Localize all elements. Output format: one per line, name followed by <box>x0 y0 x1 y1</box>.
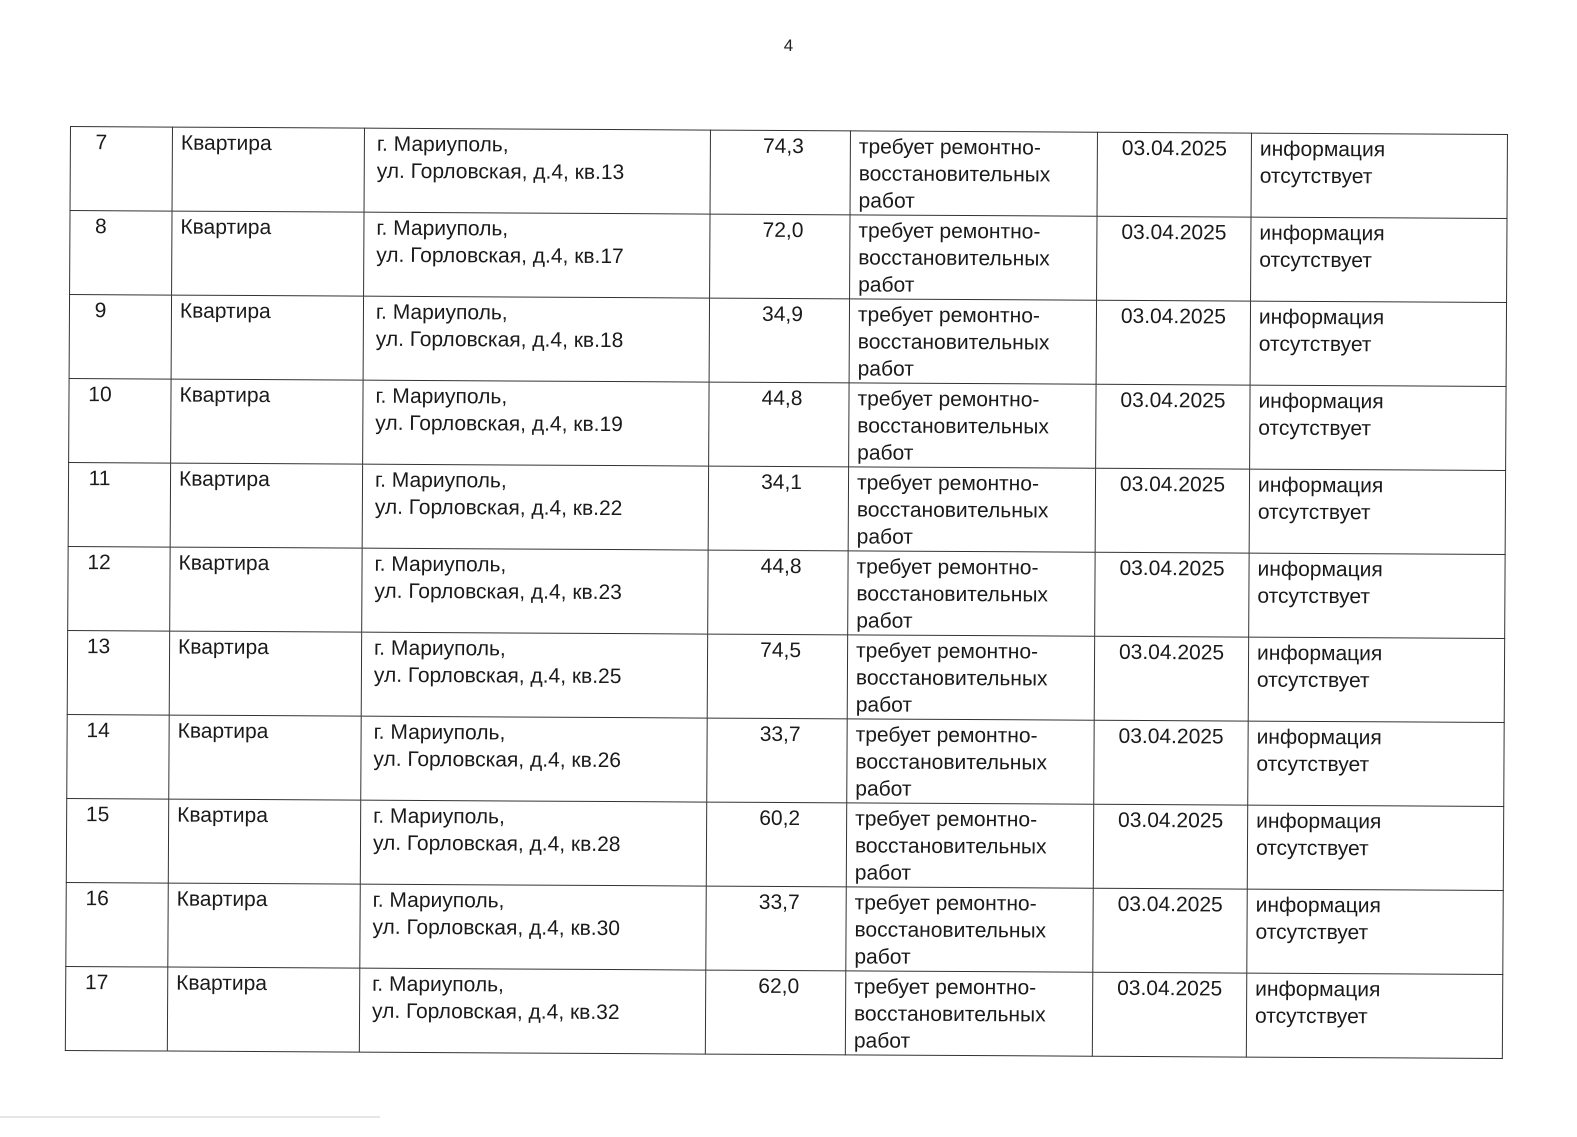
property-type-cell <box>169 715 361 800</box>
condition-text: требует ремонтно- восстановительных работ <box>858 135 1051 213</box>
address-cell <box>362 464 708 550</box>
area-value: 34,9 <box>762 302 804 327</box>
property-type: Квартира <box>180 131 272 156</box>
area-value: 74,5 <box>760 638 802 663</box>
row-number-cell <box>66 882 168 967</box>
property-type-cell <box>172 127 364 212</box>
table-row <box>70 127 1507 219</box>
date-cell <box>1093 888 1247 973</box>
condition-text: требует ремонтно- восстановительных работ <box>855 723 1048 801</box>
address-city: г. Мариуполь, <box>375 300 508 325</box>
info-text: информация отсутствует <box>1256 641 1383 693</box>
info-text: информация отсутствует <box>1258 305 1385 357</box>
condition-cell <box>847 719 1094 804</box>
address-street: ул. Горловская, д.4, кв.19 <box>375 411 623 437</box>
area-value: 33,7 <box>758 890 800 915</box>
row-number-cell <box>70 211 172 296</box>
inspection-date: 03.04.2025 <box>1120 388 1226 413</box>
table-row <box>65 966 1502 1058</box>
row-number-cell <box>66 798 168 883</box>
info-cell <box>1251 217 1507 302</box>
address-street: ул. Горловская, д.4, кв.23 <box>374 579 622 605</box>
info-cell <box>1249 553 1505 638</box>
inspection-date: 03.04.2025 <box>1120 304 1227 329</box>
condition-text: требует ремонтно- восстановительных работ <box>857 387 1049 465</box>
condition-cell <box>846 803 1093 888</box>
area-cell <box>707 718 847 803</box>
address-cell <box>362 548 708 634</box>
property-table-container <box>65 126 1508 1059</box>
info-text: информация отсутствует <box>1255 893 1381 945</box>
inspection-date: 03.04.2025 <box>1117 892 1223 917</box>
address-street: ул. Горловская, д.4, кв.18 <box>375 327 624 353</box>
address-cell <box>363 380 709 466</box>
property-type-cell <box>170 463 362 548</box>
date-cell <box>1096 300 1250 385</box>
area-cell <box>709 298 849 383</box>
row-number-cell <box>70 127 172 212</box>
condition-text: требует ремонтно- восстановительных работ <box>854 807 1047 885</box>
condition-cell <box>849 299 1096 384</box>
property-table-body <box>65 127 1507 1059</box>
address-city: г. Мариуполь, <box>373 804 505 829</box>
inspection-date: 03.04.2025 <box>1118 724 1224 749</box>
area-cell <box>710 130 850 215</box>
scan-artifact-line <box>0 1116 380 1118</box>
area-cell <box>706 802 846 887</box>
condition-text: требует ремонтно- восстановительных работ <box>857 303 1050 381</box>
property-type-cell <box>167 967 359 1052</box>
row-number-cell <box>67 714 169 799</box>
table-row <box>67 630 1504 722</box>
row-number: 17 <box>84 971 109 995</box>
address-cell <box>364 212 710 298</box>
condition-cell <box>850 131 1097 216</box>
info-text: информация отсутствует <box>1257 473 1384 525</box>
address-city: г. Мариуполь, <box>376 132 509 157</box>
table-row <box>69 378 1506 470</box>
row-number-cell <box>65 966 167 1051</box>
info-cell <box>1246 973 1502 1058</box>
condition-text: требует ремонтно- восстановительных работ <box>856 471 1049 549</box>
info-cell <box>1248 637 1504 722</box>
inspection-date: 03.04.2025 <box>1119 556 1225 581</box>
table-row <box>66 882 1503 974</box>
condition-cell <box>849 383 1096 468</box>
address-city: г. Мариуполь, <box>373 720 506 745</box>
row-number: 16 <box>85 887 109 911</box>
row-number: 10 <box>88 383 112 407</box>
area-cell <box>705 970 845 1055</box>
info-cell <box>1250 385 1506 470</box>
condition-cell <box>847 635 1094 720</box>
property-type: Квартира <box>178 635 269 660</box>
address-street: ул. Горловская, д.4, кв.13 <box>376 159 625 185</box>
row-number: 11 <box>88 467 111 491</box>
address-street: ул. Горловская, д.4, кв.28 <box>372 831 621 857</box>
info-cell <box>1247 889 1503 974</box>
address-city: г. Мариуполь, <box>374 552 507 577</box>
row-number-cell <box>69 378 171 463</box>
info-text: информация отсутствует <box>1254 977 1381 1029</box>
row-number: 13 <box>86 635 111 659</box>
property-type: Квартира <box>178 467 270 492</box>
area-cell <box>710 214 850 299</box>
date-cell <box>1097 216 1251 301</box>
inspection-date: 03.04.2025 <box>1121 220 1227 245</box>
page-number: 4 <box>783 36 794 55</box>
address-city: г. Мариуполь, <box>375 384 508 409</box>
date-cell <box>1093 804 1247 889</box>
area-cell <box>706 886 846 971</box>
address-cell <box>360 884 706 970</box>
property-type-cell <box>168 883 360 968</box>
condition-text: требует ремонтно- восстановительных работ <box>856 555 1049 633</box>
table-row <box>69 295 1506 387</box>
row-number: 12 <box>87 551 111 575</box>
property-type: Квартира <box>177 803 268 828</box>
property-type-cell <box>171 379 363 464</box>
date-cell <box>1096 384 1250 469</box>
address-city: г. Мариуполь, <box>374 636 506 661</box>
condition-cell <box>850 215 1097 300</box>
date-cell <box>1094 636 1248 721</box>
area-value: 74,3 <box>762 134 804 159</box>
condition-text: требует ремонтно- восстановительных работ <box>854 891 1047 969</box>
area-value: 34,1 <box>761 470 803 495</box>
condition-text: требует ремонтно- восстановительных работ <box>855 639 1048 717</box>
property-type: Квартира <box>177 719 269 744</box>
info-text: информация отсутствует <box>1255 809 1382 861</box>
area-cell <box>708 550 848 635</box>
info-cell <box>1247 805 1503 890</box>
area-cell <box>708 466 848 551</box>
date-cell <box>1092 972 1246 1057</box>
row-number: 7 <box>95 131 108 155</box>
info-text: информация отсутствует <box>1259 137 1386 189</box>
row-number: 8 <box>95 215 107 239</box>
row-number-cell <box>68 546 170 631</box>
area-value: 62,0 <box>758 974 800 999</box>
property-type: Квартира <box>180 215 272 240</box>
inspection-date: 03.04.2025 <box>1121 136 1228 161</box>
condition-cell <box>848 467 1095 552</box>
area-value: 72,0 <box>762 218 804 243</box>
address-city: г. Мариуполь, <box>374 468 507 493</box>
inspection-date: 03.04.2025 <box>1118 640 1225 665</box>
area-value: 44,8 <box>761 386 803 411</box>
address-cell <box>361 632 707 718</box>
property-type-cell <box>172 211 364 296</box>
row-number-cell <box>68 462 170 547</box>
table-row <box>68 462 1505 554</box>
info-cell <box>1251 133 1507 218</box>
row-number-cell <box>67 630 169 715</box>
info-cell <box>1249 469 1505 554</box>
address-city: г. Мариуполь, <box>372 972 504 997</box>
property-type-cell <box>168 799 360 884</box>
row-number-cell <box>69 295 171 380</box>
address-city: г. Мариуполь, <box>376 216 509 241</box>
info-text: информация отсутствует <box>1259 221 1385 273</box>
date-cell <box>1097 132 1251 217</box>
area-value: 44,8 <box>760 554 802 579</box>
area-cell <box>707 634 847 719</box>
inspection-date: 03.04.2025 <box>1117 976 1223 1001</box>
inspection-date: 03.04.2025 <box>1119 472 1226 497</box>
property-type-cell <box>170 547 362 632</box>
info-cell <box>1250 301 1506 386</box>
property-table <box>65 126 1508 1059</box>
inspection-date: 03.04.2025 <box>1118 808 1224 833</box>
date-cell <box>1095 468 1249 553</box>
address-street: ул. Горловская, д.4, кв.32 <box>371 999 620 1025</box>
condition-cell <box>848 551 1095 636</box>
condition-cell <box>845 971 1092 1056</box>
table-row <box>67 714 1504 806</box>
address-street: ул. Горловская, д.4, кв.25 <box>373 663 622 689</box>
address-cell <box>359 968 705 1054</box>
address-cell <box>364 128 710 214</box>
info-text: информация отсутствует <box>1257 557 1383 609</box>
table-row <box>66 798 1503 890</box>
area-value: 60,2 <box>759 806 801 831</box>
row-number: 15 <box>85 803 110 827</box>
property-type-cell <box>169 631 361 716</box>
info-text: информация отсутствует <box>1256 725 1382 777</box>
address-cell <box>360 800 706 886</box>
address-street: ул. Горловская, д.4, кв.22 <box>374 495 623 521</box>
row-number: 9 <box>94 299 107 323</box>
property-type: Квартира <box>179 383 271 408</box>
address-street: ул. Горловская, д.4, кв.26 <box>373 747 622 773</box>
condition-text: требует ремонтно- восстановительных работ <box>853 975 1046 1053</box>
condition-text: требует ремонтно- восстановительных работ <box>858 219 1050 297</box>
property-type: Квартира <box>178 551 270 576</box>
area-cell <box>709 382 849 467</box>
property-type: Квартира <box>176 971 268 996</box>
table-row <box>70 211 1507 303</box>
property-type: Квартира <box>176 887 268 912</box>
address-street: ул. Горловская, д.4, кв.30 <box>372 915 621 941</box>
address-city: г. Мариуполь, <box>372 888 505 913</box>
area-value: 33,7 <box>759 722 801 747</box>
info-text: информация отсутствует <box>1258 389 1384 441</box>
table-row <box>68 546 1505 638</box>
address-cell <box>361 716 707 802</box>
date-cell <box>1094 720 1248 805</box>
address-cell <box>363 296 709 382</box>
date-cell <box>1095 552 1249 637</box>
condition-cell <box>846 887 1093 972</box>
info-cell <box>1248 721 1504 806</box>
property-type-cell <box>171 295 363 380</box>
address-street: ул. Горловская, д.4, кв.17 <box>376 243 624 269</box>
row-number: 14 <box>86 719 110 743</box>
property-type: Квартира <box>179 299 271 324</box>
